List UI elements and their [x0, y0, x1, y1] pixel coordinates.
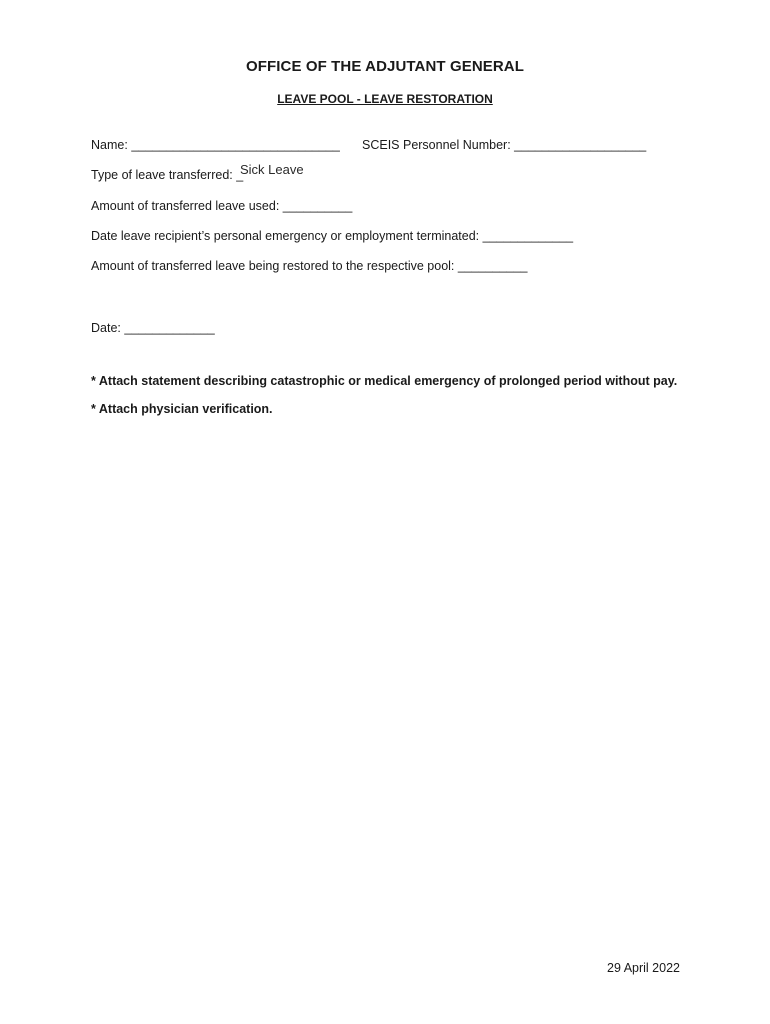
- date-terminated-row: [91, 229, 573, 243]
- amount-restored-label: Amount of transferred leave being restored to the respective pool:: [91, 259, 455, 273]
- amount-used-row: [91, 199, 352, 213]
- revision-date: 29 April 2022: [607, 961, 680, 975]
- leave-type-label: Type of leave transferred:: [91, 168, 233, 182]
- leave-type-row: [91, 168, 243, 182]
- sceis-label: SCEIS Personnel Number:: [362, 138, 511, 152]
- amount-used-field[interactable]: __________: [282, 199, 353, 213]
- page-subtitle: LEAVE POOL - LEAVE RESTORATION: [277, 92, 493, 106]
- date-terminated-label: Date leave recipient’s personal emergency or employment terminated:: [91, 229, 480, 243]
- date-row: [91, 321, 215, 335]
- name-label: Name:: [91, 138, 128, 152]
- date-field[interactable]: _____________: [124, 321, 215, 335]
- leave-type-blank: _: [236, 168, 244, 182]
- leave-type-field[interactable]: Sick Leave: [240, 162, 304, 177]
- sceis-field[interactable]: ___________________: [514, 138, 647, 152]
- date-terminated-field[interactable]: _____________: [482, 229, 574, 243]
- page-title: OFFICE OF THE ADJUTANT GENERAL: [246, 58, 524, 75]
- note-statement: * Attach statement describing catastrophic or medical emergency of prolonged period without pay.: [91, 374, 678, 388]
- date-label: Date:: [91, 321, 121, 335]
- note-physician: * Attach physician verification.: [91, 402, 273, 416]
- amount-restored-field[interactable]: __________: [457, 259, 528, 273]
- amount-restored-row: [91, 259, 527, 273]
- name-field[interactable]: ______________________________: [131, 138, 340, 152]
- name-row: [91, 138, 340, 152]
- amount-used-label: Amount of transferred leave used:: [91, 199, 280, 213]
- sceis-row: [362, 138, 646, 152]
